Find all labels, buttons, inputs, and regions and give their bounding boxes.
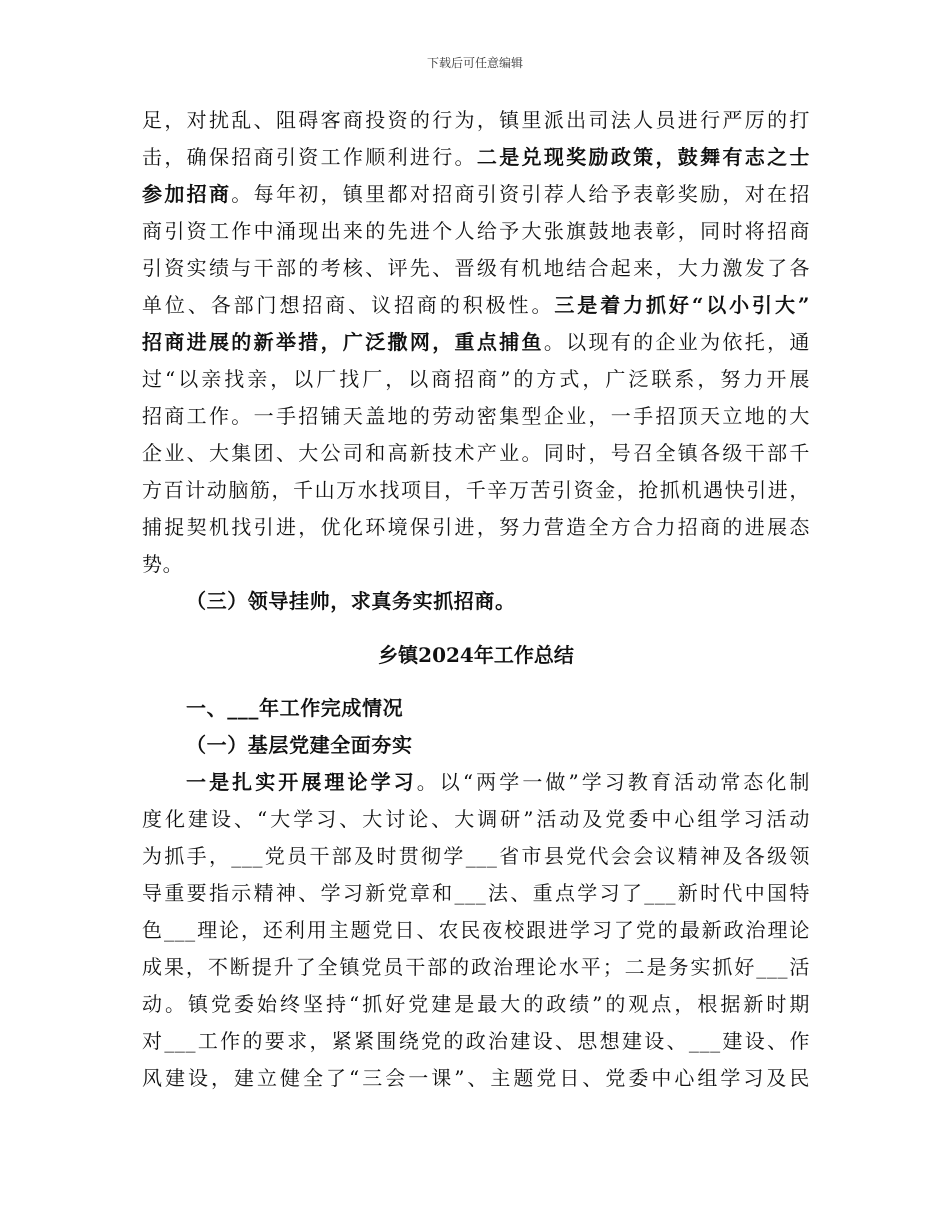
text-run: 单位、各部门想招商、议招商的积极性。	[142, 293, 555, 317]
text-line: 商引资工作中涌现出来的先进个人给予大张旗鼓地表彰，同时将招商	[142, 219, 810, 243]
text-line: 为抓手，___党员干部及时贯彻学___省市县党代会会议精神及各级领	[142, 844, 810, 868]
text-line: 度化建设、“大学习、大讨论、大调研”活动及党委中心组学习活动	[142, 807, 810, 831]
text-line: 色___理论，还利用主题党日、农民夜校跟进学习了党的最新政治理论	[142, 918, 810, 942]
bold-run: 三是着力抓好“以小引大”	[554, 293, 810, 317]
text-line: 足，对扰乱、阻碍客商投资的行为，镇里派出司法人员进行严厉的打	[142, 108, 810, 132]
text-line	[142, 176, 810, 213]
document-body	[142, 102, 810, 1097]
text-line: 企业、大集团、大公司和高新技术产业。同时，号召全镇各级干部千	[142, 441, 810, 465]
text-line: 引资实绩与干部的考核、评先、晋级有机地结合起来，大力激发了各	[142, 256, 810, 280]
text-run: 。以“两学一做”学习教育活动常态化制	[416, 770, 811, 794]
text-line: 导重要指示精神、学习新党章和___法、重点学习了___新时代中国特	[142, 881, 810, 905]
text-line: 成果，不断提升了全镇党员干部的政治理论水平；二是务实抓好___活	[142, 955, 810, 979]
text-run: 击，确保招商引资工作顺利进行。	[142, 145, 477, 169]
text-run: 。每年初，镇里都对招商引资引荐人给予表彰奖励，对在招	[231, 182, 810, 206]
bold-run: 参加招商	[142, 182, 232, 206]
text-line: 捕捉契机找引进，优化环境保引进，努力营造全方合力招商的进展态	[142, 515, 810, 539]
paragraph-investment	[142, 102, 810, 583]
paragraph-party-building	[142, 764, 810, 1097]
text-line	[142, 764, 810, 801]
bold-run: 一是扎实开展理论学习	[186, 770, 417, 794]
page-header: 下载后可任意编辑	[426, 56, 523, 70]
document-title: 乡镇2024年工作总结	[378, 643, 574, 667]
text-line: 对___工作的要求，紧紧围绕党的政治建设、思想建设、___建设、作	[142, 1029, 810, 1053]
bold-run: 招商进展的新举措，广泛撒网，重点捕鱼	[142, 330, 544, 354]
text-line: 势。	[142, 552, 184, 576]
text-run: 。以现有的企业为依托，通	[543, 330, 810, 354]
text-line: 招商工作。一手招铺天盖地的劳动密集型企业，一手招顶天立地的大	[142, 404, 810, 428]
text-line: 动。镇党委始终坚持“抓好党建是最大的政绩”的观点，根据新时期	[142, 992, 810, 1016]
text-line	[142, 139, 810, 176]
text-line: 风建设，建立健全了“三会一课”、主题党日、党委中心组学习及民	[142, 1066, 810, 1090]
bold-run: 二是兑现奖励政策，鼓舞有志之士	[476, 145, 811, 169]
section-heading: （三）领导挂帅，求真务实抓招商。	[186, 589, 516, 613]
text-line: 方百计动脑筋，千山万水找项目，千辛万苦引资金，抢抓机遇快引进，	[142, 478, 810, 502]
heading-level-2: （一）基层党建全面夯实	[186, 733, 413, 757]
heading-level-1: 一、___年工作完成情况	[186, 696, 404, 720]
text-line	[142, 324, 810, 361]
text-line: 过“以亲找亲，以厂找厂，以商招商”的方式，广泛联系，努力开展	[142, 367, 810, 391]
text-line	[142, 287, 810, 324]
